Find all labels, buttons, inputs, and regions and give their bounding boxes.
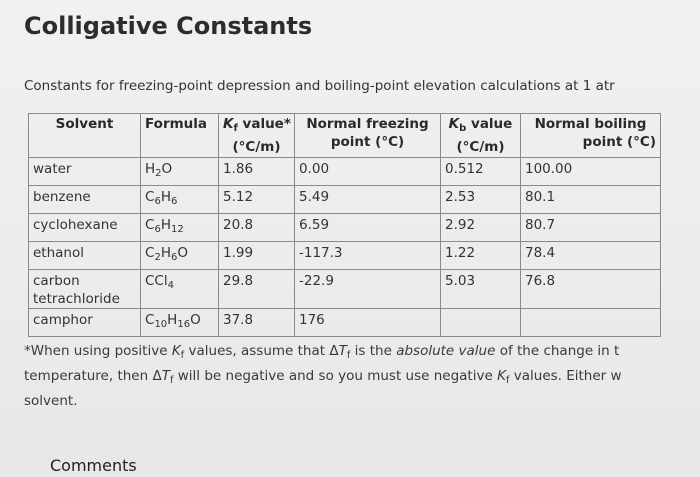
freezing-cell: 176 xyxy=(295,309,441,337)
solvent-cell: carbon tetrachloride xyxy=(29,270,141,309)
kb-cell xyxy=(441,309,521,337)
footnote-line-1: *When using positive $K_f$ values, assume that $\Delta T_f$ is the absolute value of the change in t xyxy=(24,343,620,361)
kb-cell: 0.512 xyxy=(441,158,521,186)
kb-cell: 2.53 xyxy=(441,186,521,214)
kf-cell: 1.86 xyxy=(219,158,295,186)
kf-cell: 1.99 xyxy=(219,242,295,270)
boiling-cell xyxy=(521,309,661,337)
kf-cell: 29.8 xyxy=(219,270,295,309)
formula-cell: $C_6H_{12}$ xyxy=(141,214,219,242)
solvent-cell: water xyxy=(29,158,141,186)
kf-cell: 37.8 xyxy=(219,309,295,337)
kb-cell: 5.03 xyxy=(441,270,521,309)
formula-cell: $C_{10}H_{16}O$ xyxy=(141,309,219,337)
solvent-cell: ethanol xyxy=(29,242,141,270)
freezing-cell: 0.00 xyxy=(295,158,441,186)
header-kb: $K_b$ value (°C/m) xyxy=(441,114,521,158)
comments-label[interactable]: Comments xyxy=(50,456,137,475)
kb-cell: 1.22 xyxy=(441,242,521,270)
footnote xyxy=(24,341,622,412)
table-row xyxy=(29,186,661,214)
table-row xyxy=(29,214,661,242)
freezing-cell: 5.49 xyxy=(295,186,441,214)
solvent-cell: cyclohexane xyxy=(29,214,141,242)
boiling-cell: 76.8 xyxy=(521,270,661,309)
table-header-row xyxy=(29,114,661,158)
footnote-line-3: solvent. xyxy=(24,393,78,409)
footnote-line-2: temperature, then $\Delta T_f$ will be negative and so you must use negative $K_f$ values. Either w xyxy=(24,368,622,386)
boiling-cell: 80.7 xyxy=(521,214,661,242)
kb-cell: 2.92 xyxy=(441,214,521,242)
colligative-constants-table xyxy=(28,113,661,337)
freezing-cell: -117.3 xyxy=(295,242,441,270)
header-normal-freezing: Normal freezing point (°C) xyxy=(295,114,441,158)
table-row xyxy=(29,270,661,309)
formula-cell: $H_2O$ xyxy=(141,158,219,186)
table-row xyxy=(29,309,661,337)
formula-cell: $C_6H_6$ xyxy=(141,186,219,214)
table-row xyxy=(29,158,661,186)
kf-cell: 20.8 xyxy=(219,214,295,242)
formula-cell: $C_2H_6O$ xyxy=(141,242,219,270)
boiling-cell: 80.1 xyxy=(521,186,661,214)
header-solvent: Solvent xyxy=(29,114,141,158)
boiling-cell: 100.00 xyxy=(521,158,661,186)
boiling-cell: 78.4 xyxy=(521,242,661,270)
freezing-cell: 6.59 xyxy=(295,214,441,242)
page-title: Colligative Constants xyxy=(24,12,313,40)
kf-cell: 5.12 xyxy=(219,186,295,214)
header-normal-boiling: Normal boiling point (°C) xyxy=(521,114,661,158)
header-formula: Formula xyxy=(141,114,219,158)
page-subtitle: Constants for freezing-point depression and boiling-point elevation calculations at 1 atr xyxy=(24,78,615,94)
solvent-cell: camphor xyxy=(29,309,141,337)
table-row xyxy=(29,242,661,270)
header-kf: $K_f$ value* (°C/m) xyxy=(219,114,295,158)
solvent-cell: benzene xyxy=(29,186,141,214)
freezing-cell: -22.9 xyxy=(295,270,441,309)
formula-cell: CCl$_4$ xyxy=(141,270,219,309)
